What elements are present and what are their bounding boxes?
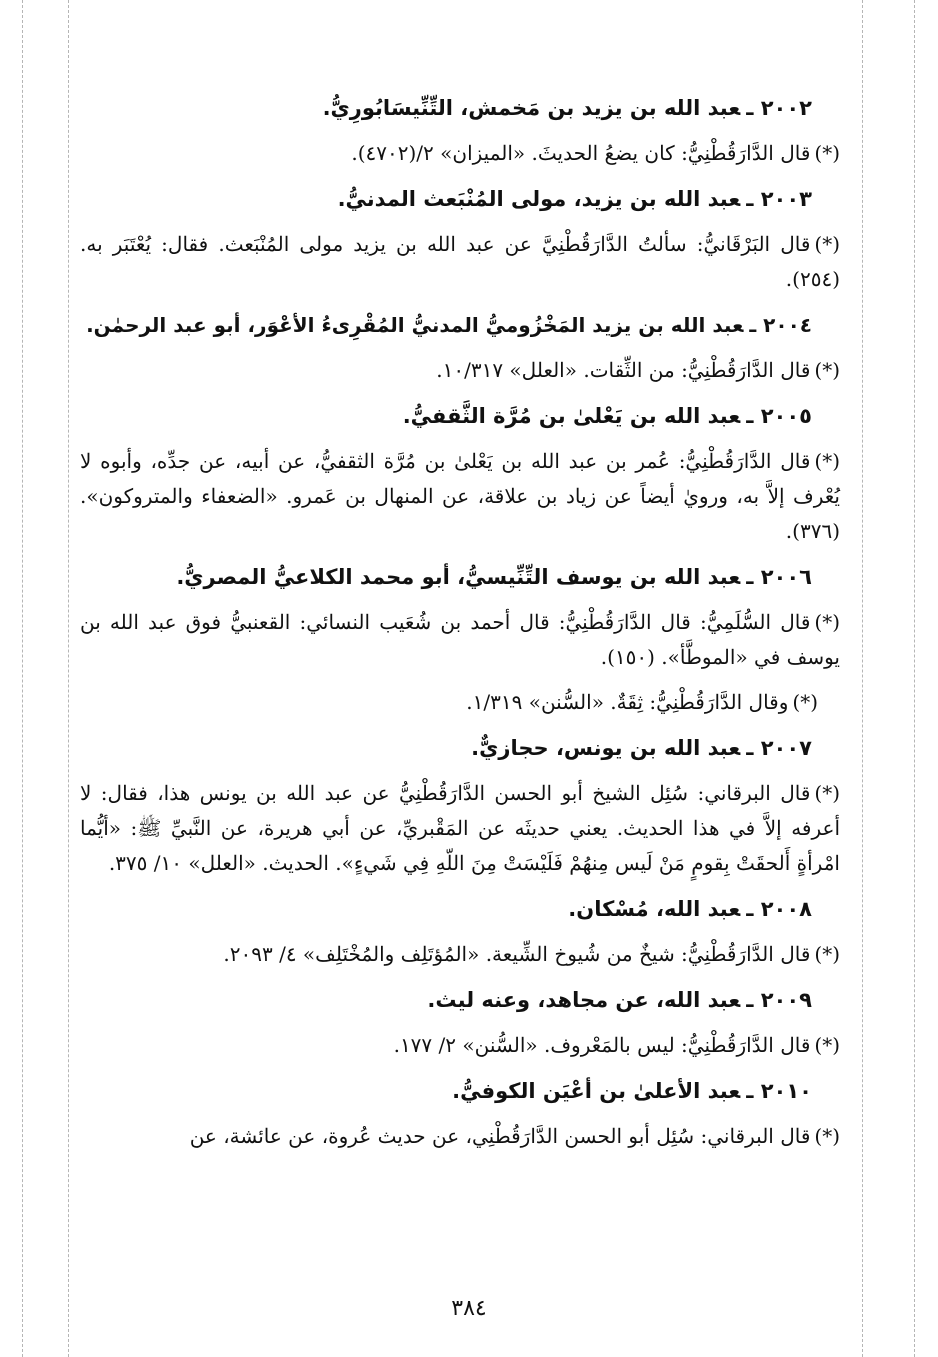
- paragraph-text: قال الدَّارَقُطْنِيُّ: كان يضعُ الحديثَ. «الميزان» ٢/(٤٧٠٢).: [351, 141, 811, 165]
- paragraph-marker: (*): [814, 358, 840, 382]
- entry-heading: [80, 90, 840, 126]
- paragraph-text: قال الدَّارَقُطْنِيُّ: عُمر بن عبد الله بن يَعْلىٰ بن مُرَّة الثقفيُّ، عن أبيه، عن جدِّه، وأبوه لا يُعْرف إلاَّ به، ورويٰ أيضاً عن زياد بن علاقة، عن المنهال بن عَمرو. «الضعفاء والمتروكون». (٣٧٦).: [80, 449, 840, 543]
- entry-paragraph: [80, 1028, 840, 1063]
- entry-paragraph: [80, 227, 840, 297]
- entry-heading-text: عبد الله بن يَعْلىٰ بن مُرَّة الثَّقفيُّ.: [402, 404, 741, 428]
- entry-heading-text: عبد الأعلىٰ بن أعْيَن الكوفيُّ.: [452, 1079, 741, 1103]
- entry-heading: [80, 730, 840, 766]
- paragraph-marker: (*): [814, 610, 840, 634]
- entry-number: ٢٠١٠ ـ: [746, 1079, 812, 1103]
- entry-paragraph: [80, 1119, 840, 1154]
- biography-entry: [80, 982, 840, 1063]
- entry-heading: [80, 891, 840, 927]
- entry-number: ٢٠٠٩ ـ: [746, 988, 812, 1012]
- biography-entry: [80, 891, 840, 972]
- entry-paragraph: [80, 776, 840, 881]
- paragraph-text: قال الدَّارَقُطْنِيُّ: ليس بالمَعْروف. «السُّنن» ٢/ ١٧٧.: [393, 1033, 811, 1057]
- entry-number: ٢٠٠٤ ـ: [749, 313, 812, 337]
- entry-paragraph: [80, 685, 840, 720]
- entry-heading: [80, 398, 840, 434]
- paragraph-marker: (*): [814, 1033, 840, 1057]
- entry-heading-text: عبد الله بن يزيد، مولى المُنْبَعث المدنيُّ.: [337, 187, 741, 211]
- scan-margin-line-left: [22, 0, 23, 1357]
- paragraph-marker: (*): [814, 141, 840, 165]
- entry-paragraph: [80, 605, 840, 675]
- paragraph-text: قال البرقاني: سُئِل أبو الحسن الدَّارَقُطْنِي، عن حديث عُروة، عن عائشة، عن: [189, 1124, 811, 1148]
- paragraph-text: قال البَرْقَانيُّ: سألتُ الدَّارَقُطْنِيَّ عن عبد الله بن يزيد مولى المُنْبَعث. فقال: يُعْتَبَر به. (٢٥٤).: [80, 232, 840, 291]
- page-number: ٣٨٤: [451, 1296, 487, 1321]
- entry-number: ٢٠٠٢ ـ: [746, 96, 812, 120]
- entry-heading: [80, 982, 840, 1018]
- paragraph-marker: (*): [814, 1124, 840, 1148]
- entry-paragraph: [80, 136, 840, 171]
- paragraph-text: قال البرقاني: سُئِل الشيخ أبو الحسن الدَّارَقُطْنِيُّ عن عبد الله بن يونس هذا، فقال: لا أعرفه إلاَّ في هذا الحديث. يعني حديثَه عن المَقْبريِّ، عن أبي هريرة، عن النَّبيِّ ﷺ: «أيُّما امْرأةٍ أَلحقَتْ بِقومٍ مَنْ لَيس مِنهُمْ فَلَيْسَتْ مِنَ اللّهِ فِي شَيءٍ». الحديث. «العلل» ١٠/ ٣٧٥.: [80, 781, 840, 875]
- biography-entry: [80, 559, 840, 720]
- entry-heading-text: عبد الله بن يونس، حجازيٌّ.: [471, 736, 741, 760]
- entry-heading: [80, 181, 840, 217]
- paragraph-text: قال الدَّارَقُطْنِيُّ: من الثِّقات. «العلل» ١٠/٣١٧.: [436, 358, 811, 382]
- paragraph-marker: (*): [814, 942, 840, 966]
- entry-paragraph: [80, 353, 840, 388]
- biography-entry: [80, 1073, 840, 1154]
- paragraph-marker: (*): [814, 449, 840, 473]
- paragraph-text: وقال الدَّارَقُطْنِيُّ: ثِقَةٌ. «السُّنن» ١/٣١٩.: [466, 690, 789, 714]
- biography-entry: [80, 90, 840, 171]
- entry-number: ٢٠٠٥ ـ: [746, 404, 812, 428]
- biography-entry: [80, 398, 840, 549]
- entry-heading: [80, 307, 840, 343]
- scan-margin-line-left-inner: [68, 0, 69, 1357]
- entry-number: ٢٠٠٧ ـ: [746, 736, 812, 760]
- entry-heading-text: عبد الله، مُسْكان.: [568, 897, 741, 921]
- entry-paragraph: [80, 444, 840, 549]
- entry-heading-text: عبد الله بن يزيد المَخْزُوميُّ المدنيُّ المُقْرِىءُ الأعْوَر، أبو عبد الرحمٰن.: [86, 313, 744, 337]
- entry-heading-text: عبد الله بن يوسف التِّنِّيسيُّ، أبو محمد الكلاعيُّ المصريُّ.: [176, 565, 741, 589]
- paragraph-marker: (*): [814, 781, 840, 805]
- scan-margin-line-right-inner: [862, 0, 863, 1357]
- paragraph-text: قال السُّلَمِيُّ: قال الدَّارَقُطْنِيُّ: قال أحمد بن شُعَيب النسائي: القعنبيُّ فوق عبد الله بن يوسف في «الموطَّأ». (١٥٠).: [80, 610, 840, 669]
- entry-heading: [80, 1073, 840, 1109]
- biography-entry: [80, 181, 840, 297]
- biography-entry: [80, 307, 840, 388]
- entry-heading-text: عبد الله بن يزيد بن مَخمش، التِّنِّيسَابُورِيُّ.: [322, 96, 741, 120]
- entry-number: ٢٠٠٨ ـ: [746, 897, 812, 921]
- paragraph-marker: (*): [792, 690, 818, 714]
- biography-entry: [80, 730, 840, 881]
- entry-heading-text: عبد الله، عن مجاهد، وعنه ليث.: [427, 988, 741, 1012]
- paragraph-marker: (*): [814, 232, 840, 256]
- entry-number: ٢٠٠٣ ـ: [746, 187, 812, 211]
- scan-margin-line-right: [914, 0, 915, 1357]
- entry-heading: [80, 559, 840, 595]
- paragraph-text: قال الدَّارَقُطْنِيُّ: شيخٌ من شُيوخ الشِّيعة. «المُؤتَلِف والمُخْتَلِف» ٤/ ٢٠٩٣.: [223, 942, 811, 966]
- book-page: [80, 80, 840, 1164]
- entry-paragraph: [80, 937, 840, 972]
- entry-number: ٢٠٠٦ ـ: [746, 565, 812, 589]
